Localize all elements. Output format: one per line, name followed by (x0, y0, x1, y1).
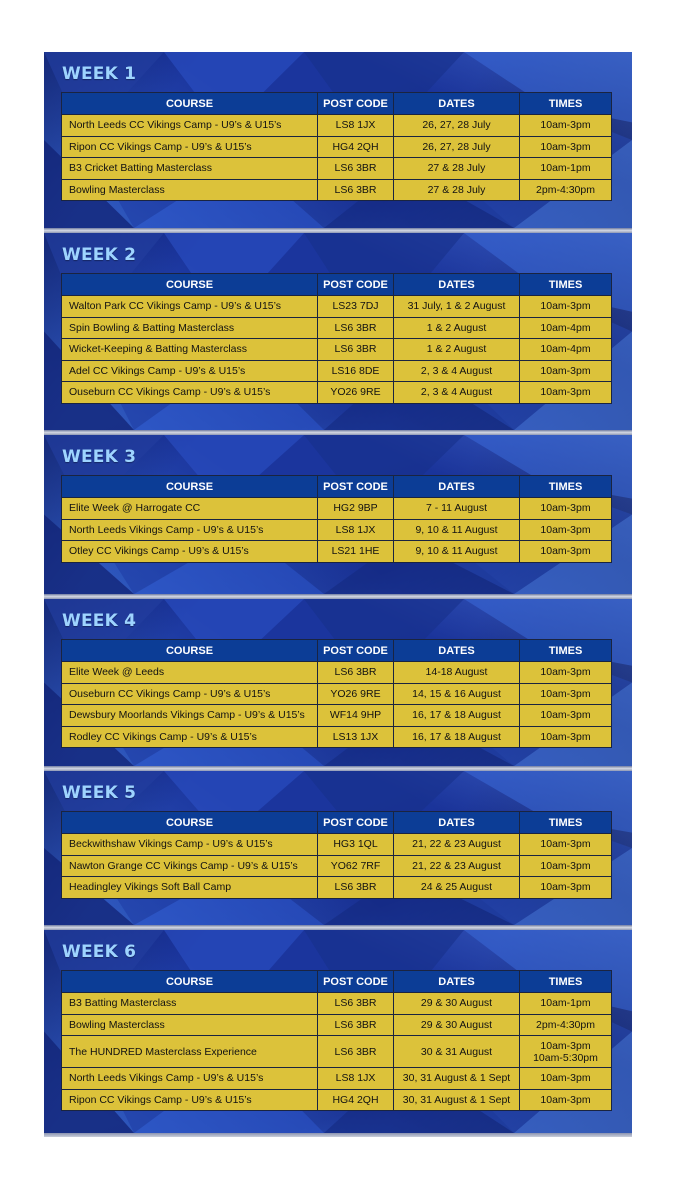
cell-times: 10am-4pm (520, 317, 612, 339)
table-row (62, 115, 612, 137)
table-row (62, 993, 612, 1015)
schedule-table (61, 92, 612, 201)
week-title: WEEK 4 (62, 611, 137, 631)
header-postcode: POST CODE (318, 274, 394, 296)
cell-times: 10am-3pm (520, 115, 612, 137)
cell-postcode: HG3 1QL (318, 834, 394, 856)
cell-dates: 30, 31 August & 1 Sept (394, 1068, 520, 1090)
cell-times (520, 1036, 612, 1068)
cell-course: Elite Week @ Harrogate CC (62, 498, 318, 520)
cell-course: Dewsbury Moorlands Vikings Camp - U9’s & U15’s (62, 705, 318, 727)
cell-times: 2pm-4:30pm (520, 179, 612, 201)
table-row (62, 662, 612, 684)
cell-dates: 24 & 25 August (394, 877, 520, 899)
table-row (62, 382, 612, 404)
cell-course: North Leeds CC Vikings Camp - U9’s & U15’s (62, 115, 318, 137)
cell-times: 10am-3pm (520, 726, 612, 748)
table-row (62, 296, 612, 318)
header-times: TIMES (520, 971, 612, 993)
cell-postcode: LS6 3BR (318, 877, 394, 899)
cell-dates: 2, 3 & 4 August (394, 360, 520, 382)
cell-times: 10am-3pm (520, 382, 612, 404)
cell-times: 10am-3pm (520, 296, 612, 318)
cell-times: 10am-3pm (520, 834, 612, 856)
cell-postcode: LS8 1JX (318, 519, 394, 541)
week-panel-6 (44, 930, 632, 1133)
cell-postcode: LS6 3BR (318, 339, 394, 361)
table-row (62, 705, 612, 727)
cell-times: 2pm-4:30pm (520, 1014, 612, 1036)
table-row (62, 498, 612, 520)
cell-postcode: LS8 1JX (318, 115, 394, 137)
cell-course: North Leeds Vikings Camp - U9’s & U15’s (62, 519, 318, 541)
header-dates: DATES (394, 971, 520, 993)
week-title: WEEK 5 (62, 783, 137, 803)
table-row (62, 855, 612, 877)
cell-times: 10am-1pm (520, 158, 612, 180)
header-postcode: POST CODE (318, 476, 394, 498)
header-times: TIMES (520, 93, 612, 115)
cell-postcode: LS6 3BR (318, 158, 394, 180)
cell-dates: 30, 31 August & 1 Sept (394, 1089, 520, 1111)
cell-dates: 14-18 August (394, 662, 520, 684)
cell-course: North Leeds Vikings Camp - U9’s & U15’s (62, 1068, 318, 1090)
cell-dates: 21, 22 & 23 August (394, 834, 520, 856)
table-row (62, 360, 612, 382)
cell-times: 10am-3pm (520, 541, 612, 563)
cell-dates: 21, 22 & 23 August (394, 855, 520, 877)
cell-times: 10am-3pm (520, 683, 612, 705)
cell-dates: 31 July, 1 & 2 August (394, 296, 520, 318)
cell-course: Rodley CC Vikings Camp - U9’s & U15’s (62, 726, 318, 748)
cell-course: Walton Park CC Vikings Camp - U9’s & U15’s (62, 296, 318, 318)
cell-course: Adel CC Vikings Camp - U9’s & U15’s (62, 360, 318, 382)
cell-times: 10am-3pm (520, 360, 612, 382)
cell-dates: 14, 15 & 16 August (394, 683, 520, 705)
cell-postcode: YO26 9RE (318, 382, 394, 404)
cell-postcode: HG4 2QH (318, 136, 394, 158)
week-title: WEEK 6 (62, 942, 137, 962)
cell-postcode: LS23 7DJ (318, 296, 394, 318)
cell-course: Ouseburn CC Vikings Camp - U9’s & U15’s (62, 683, 318, 705)
week-panel-3 (44, 435, 632, 594)
table-row (62, 317, 612, 339)
cell-times: 10am-3pm (520, 498, 612, 520)
week-title: WEEK 3 (62, 447, 137, 467)
cell-course: Ripon CC Vikings Camp - U9’s & U15’s (62, 1089, 318, 1111)
schedule-table (61, 639, 612, 748)
cell-times: 10am-3pm (520, 136, 612, 158)
week-panel-5 (44, 771, 632, 925)
header-dates: DATES (394, 812, 520, 834)
cell-course: Bowling Masterclass (62, 179, 318, 201)
cell-times: 10am-3pm (520, 1089, 612, 1111)
cell-postcode: LS6 3BR (318, 662, 394, 684)
header-course: COURSE (62, 971, 318, 993)
header-dates: DATES (394, 476, 520, 498)
cell-dates: 27 & 28 July (394, 158, 520, 180)
time-line: 10am-5:30pm (533, 1051, 598, 1064)
header-times: TIMES (520, 476, 612, 498)
table-header-row (62, 93, 612, 115)
header-postcode: POST CODE (318, 971, 394, 993)
header-course: COURSE (62, 274, 318, 296)
week-panel-2 (44, 233, 632, 430)
cell-dates: 26, 27, 28 July (394, 115, 520, 137)
cell-postcode: LS6 3BR (318, 317, 394, 339)
cell-dates: 26, 27, 28 July (394, 136, 520, 158)
header-course: COURSE (62, 812, 318, 834)
cell-times: 10am-4pm (520, 339, 612, 361)
cell-times: 10am-3pm (520, 705, 612, 727)
cell-times: 10am-3pm (520, 662, 612, 684)
cell-times: 10am-1pm (520, 993, 612, 1015)
cell-course: The HUNDRED Masterclass Experience (62, 1036, 318, 1068)
cell-postcode: HG2 9BP (318, 498, 394, 520)
schedule-table (61, 475, 612, 563)
cell-postcode: WF14 9HP (318, 705, 394, 727)
week-title: WEEK 2 (62, 245, 137, 265)
cell-course: Elite Week @ Leeds (62, 662, 318, 684)
cell-postcode: LS8 1JX (318, 1068, 394, 1090)
panel-separator (44, 1133, 632, 1137)
table-row (62, 683, 612, 705)
table-row (62, 339, 612, 361)
schedule (44, 52, 632, 1137)
header-course: COURSE (62, 93, 318, 115)
time-line: 10am-3pm (540, 1039, 591, 1052)
cell-dates: 1 & 2 August (394, 317, 520, 339)
table-row (62, 136, 612, 158)
cell-postcode: LS13 1JX (318, 726, 394, 748)
cell-course: Wicket-Keeping & Batting Masterclass (62, 339, 318, 361)
week-panel-1 (44, 52, 632, 228)
table-row (62, 158, 612, 180)
table-row (62, 179, 612, 201)
cell-times: 10am-3pm (520, 877, 612, 899)
cell-postcode: LS6 3BR (318, 1014, 394, 1036)
table-header-row (62, 476, 612, 498)
week-panel-4 (44, 599, 632, 766)
cell-course: B3 Cricket Batting Masterclass (62, 158, 318, 180)
cell-postcode: HG4 2QH (318, 1089, 394, 1111)
cell-times: 10am-3pm (520, 1068, 612, 1090)
cell-dates: 9, 10 & 11 August (394, 541, 520, 563)
header-times: TIMES (520, 640, 612, 662)
header-postcode: POST CODE (318, 640, 394, 662)
cell-dates: 7 - 11 August (394, 498, 520, 520)
cell-postcode: YO26 9RE (318, 683, 394, 705)
cell-dates: 16, 17 & 18 August (394, 726, 520, 748)
cell-postcode: LS21 1HE (318, 541, 394, 563)
cell-postcode: LS6 3BR (318, 993, 394, 1015)
table-row (62, 834, 612, 856)
schedule-table (61, 273, 612, 404)
cell-course: Ouseburn CC Vikings Camp - U9’s & U15’s (62, 382, 318, 404)
cell-dates: 29 & 30 August (394, 993, 520, 1015)
cell-course: Otley CC Vikings Camp - U9’s & U15’s (62, 541, 318, 563)
table-row (62, 541, 612, 563)
cell-dates: 9, 10 & 11 August (394, 519, 520, 541)
cell-times: 10am-3pm (520, 519, 612, 541)
week-title: WEEK 1 (62, 64, 137, 84)
cell-course: Beckwithshaw Vikings Camp - U9’s & U15’s (62, 834, 318, 856)
cell-postcode: LS16 8DE (318, 360, 394, 382)
table-row (62, 519, 612, 541)
header-times: TIMES (520, 812, 612, 834)
table-row (62, 877, 612, 899)
header-dates: DATES (394, 640, 520, 662)
cell-dates: 1 & 2 August (394, 339, 520, 361)
cell-postcode: YO62 7RF (318, 855, 394, 877)
cell-dates: 16, 17 & 18 August (394, 705, 520, 727)
table-row (62, 1089, 612, 1111)
cell-course: Bowling Masterclass (62, 1014, 318, 1036)
table-row (62, 1014, 612, 1036)
header-times: TIMES (520, 274, 612, 296)
table-header-row (62, 640, 612, 662)
cell-course: Nawton Grange CC Vikings Camp - U9’s & U15’s (62, 855, 318, 877)
cell-course: Headingley Vikings Soft Ball Camp (62, 877, 318, 899)
table-header-row (62, 971, 612, 993)
cell-dates: 30 & 31 August (394, 1036, 520, 1068)
table-row (62, 1036, 612, 1068)
cell-postcode: LS6 3BR (318, 179, 394, 201)
header-postcode: POST CODE (318, 93, 394, 115)
cell-times: 10am-3pm (520, 855, 612, 877)
cell-course: Spin Bowling & Batting Masterclass (62, 317, 318, 339)
cell-dates: 27 & 28 July (394, 179, 520, 201)
header-course: COURSE (62, 476, 318, 498)
header-dates: DATES (394, 274, 520, 296)
cell-dates: 29 & 30 August (394, 1014, 520, 1036)
table-row (62, 1068, 612, 1090)
table-header-row (62, 274, 612, 296)
header-course: COURSE (62, 640, 318, 662)
header-dates: DATES (394, 93, 520, 115)
table-header-row (62, 812, 612, 834)
cell-course: B3 Batting Masterclass (62, 993, 318, 1015)
schedule-table (61, 970, 612, 1111)
cell-postcode: LS6 3BR (318, 1036, 394, 1068)
header-postcode: POST CODE (318, 812, 394, 834)
table-row (62, 726, 612, 748)
cell-dates: 2, 3 & 4 August (394, 382, 520, 404)
cell-course: Ripon CC Vikings Camp - U9’s & U15’s (62, 136, 318, 158)
schedule-table (61, 811, 612, 899)
